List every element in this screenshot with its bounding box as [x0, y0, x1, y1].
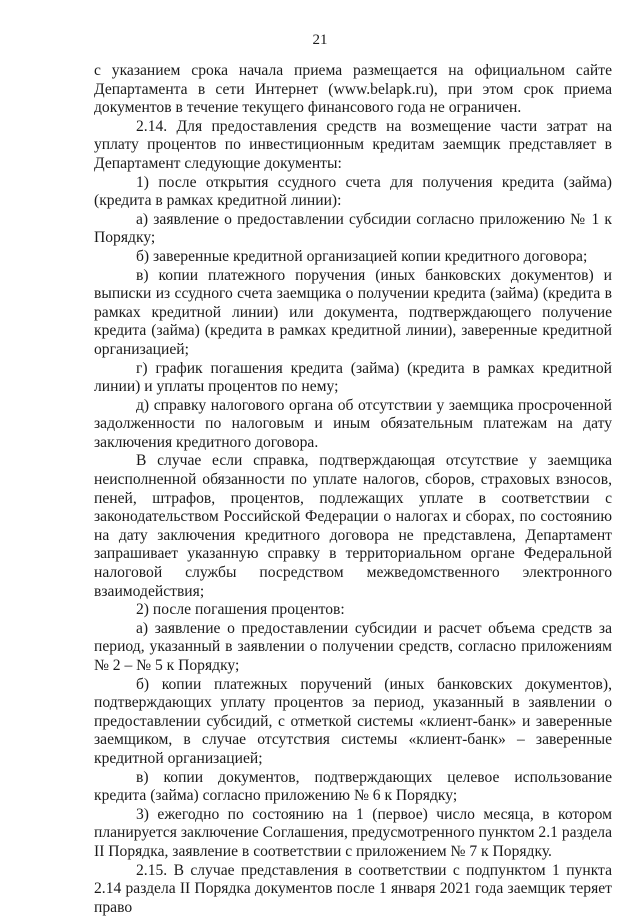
paragraph-item-1b: б) заверенные кредитной организацией копии кредитного договора;: [136, 247, 588, 265]
paragraph-item-2v: в) копии документов, подтверждающих целевое использование кредита (займа) согласно приложению № 6 к Порядку;: [94, 768, 612, 805]
paragraph-item-1a: а) заявление о предоставлении субсидии согласно приложению № 1 к Порядку;: [94, 210, 612, 247]
paragraph-item-2b: б) копии платежных поручений (иных банковских документов), подтверждающих уплату процентов за период, указанный в заявлении о предоставлении субсидий, с отметкой системы «клиент-банк» и заверенные заемщиком, в случае отсутствия системы «клиент-банк» – заверенные кредитной организацией;: [94, 675, 612, 767]
paragraph-item-1g: г) график погашения кредита (займа) (кредита в рамках кредитной линии) и уплаты процентов по нему;: [94, 359, 612, 396]
paragraph-item-2a: а) заявление о предоставлении субсидии и расчет объема средств за период, указанный в заявлении о получении средств, согласно приложениям № 2 – № 5 к Порядку;: [94, 619, 612, 674]
paragraph-case-no-certificate: В случае если справка, подтверждающая отсутствие у заемщика неисполненной обязанности по уплате налогов, сборов, страховых взносов, пеней, штрафов, процентов, подлежащих уплате в соответствии с законодательством Российской Федерации о налогах и сборах, по состоянию на дату заключения кредитного договора не представлена, Департамент запрашивает указанную справку в территориальном органе Федеральной налоговой службы посредством межведомственного электронного взаимодействия;: [94, 452, 612, 600]
document-body: [94, 62, 612, 917]
page-number: 21: [312, 32, 328, 48]
paragraph-item-2: 2) после погашения процентов:: [136, 601, 345, 619]
paragraph-continuation: с указанием срока начала приема размещается на официальном сайте Департамента в сети Интернет (www.belapk.ru), при этом срок приема документов в течение текущего финансового года не ограничен.: [94, 62, 612, 117]
paragraph-item-1v: в) копии платежного поручения (иных банковских документов) и выписки из ссудного счета заемщика о получении кредита (займа) (кредита в рамках кредитной линии) или документа, подтверждающего получение кредита (займа) (кредита в рамках кредитной линии), заверенные кредитной организацией;: [94, 266, 612, 358]
paragraph-2-15: 2.15. В случае представления в соответствии с подпунктом 1 пункта 2.14 раздела II Порядка документов после 1 января 2021 года заемщик теряет право: [94, 861, 612, 916]
paragraph-item-1d: д) справку налогового органа об отсутствии у заемщика просроченной задолженности по налоговым и иным обязательным платежам на дату заключения кредитного договора.: [94, 396, 612, 451]
paragraph-item-1: 1) после открытия ссудного счета для получения кредита (займа) (кредита в рамках кредитной линии):: [94, 173, 612, 210]
paragraph-item-3: 3) ежегодно по состоянию на 1 (первое) число месяца, в котором планируется заключение Соглашения, предусмотренного пунктом 2.1 раздела II Порядка, заявление в соответствии с приложением № 7 к Порядку.: [94, 805, 612, 860]
paragraph-2-14: 2.14. Для предоставления средств на возмещение части затрат на уплату процентов по инвестиционным кредитам заемщик представляет в Департамент следующие документы:: [94, 117, 612, 172]
